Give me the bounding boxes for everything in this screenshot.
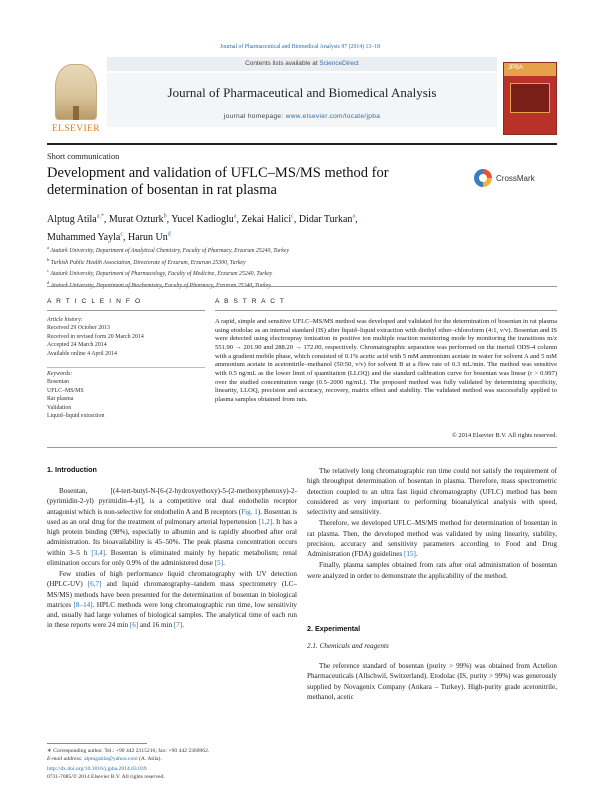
crossmark-label: CrossMark [496,174,535,183]
keyword: Rat plasma [47,396,74,403]
right-column-continued [307,661,557,703]
keyword: Validation [47,404,72,411]
paragraph: Bosentan, [(4-tert-butyl-N-[6-(2-hydroxyethoxy)-5-(2-methoxyphenoxy)-2-(pyrimidin-2-yl) pyrimidin-4-yl], is a competitive oral dual endothelin receptor antagonist which is non-selective for endothelin A and B receptors (Fig. 1). Bosentan is used as an oral drug for the treatment of pulmonary arterial hypertension [1,2]. It has a high protein binding (98%), especially to albumin and is rapidly absorbed after oral administration. Its bioavailability is 45–50%. The peak plasma concentration occurs within 3–5 h [3,4]. Bosentan is eliminated mainly by hepatic metabolism; renal elimination occurs for only 0.9% of the administered dose [5]. [47,487,298,567]
email-link[interactable]: alptugatila@yahoo.com [84,756,138,762]
author: Murat Ozturk$^b$, [108,214,172,226]
left-column [47,486,297,632]
journal-cover-image[interactable] [503,62,557,135]
author: Yucel Kadioglu$^a$, [171,214,242,226]
homepage-link[interactable]: www.elsevier.com/locate/jpba [285,113,381,120]
doi-link[interactable]: http://dx.doi.org/10.1016/j.jpba.2014.03.039 [47,766,147,772]
issn-line: 0731-7085/© 2014 Elsevier B.V. All rights reserved. [47,774,165,780]
keywords [47,370,207,420]
subsection-heading-chemicals: 2.1. Chemicals and reagents [307,642,389,650]
journal-masthead [47,57,557,139]
section-heading-experimental: 2. Experimental [307,624,361,633]
section-heading-introduction: 1. Introduction [47,465,97,474]
paragraph: Therefore, we developed UFLC–MS/MS method for determination of bosentan in rat plasma. Then, the developed method was validated by using linearity, stability, precision, accuracy and sensitivity parameters according to Food and Drug Administration (FDA) guidelines [15]. [307,519,557,558]
author: Alptug Atila$^{a,*}$, [47,214,109,226]
abstract-rule [215,310,557,311]
article-info-rule [47,310,205,311]
article-title: Development and validation of UFLC–MS/MS method for determination of bosentan in rat plasma [47,165,389,198]
elsevier-wordmark: ELSEVIER [51,124,101,134]
author-affiliation-link[interactable]: d [167,231,171,238]
abstract-text: A rapid, simple and sensitive UFLC–MS/MS method was developed and validated for the determination of bosentan in rat plasma using etodolac as an internal standard (IS) after liquid–liquid extraction with diethyl ether–chloroform (4:1, v/v). Bosentan and IS were detected using electrospray ionization in positive ion multiple reaction monitoring mode by monitoring the transitions m/z 551.90 → 201.90 and 288.20 → 172.00, respectively. Chromatographic separation was performed on the inertsil ODS-4 column with a gradient mobile phase, which consisted of 0.1% acetic acid with 5 mM ammonium acetate in water for solvent A and 5 mM ammonium acetate in acetonitrile–methanol (50:50, v/v) for solvent B at a flow rate of 0.3 mL/min. The method was sensitive with 0.5 ng/mL as the lower limit of quantitation (LLOQ) and the standard calibration curve for bosentan was linear (r > 0.997) over the studied concentration range (0.5–2000 ng/mL). The proposed method was fully validated by determining specificity, linearity, LLOQ, precision and accuracy, recovery, matrix effect and stability. The validated method was successfully applied to plasma samples obtained from rats. [215,318,557,403]
history-item: Available online 4 April 2014 [47,350,117,357]
paragraph: Finally, plasma samples obtained from rats after oral administration of bosentan were analyzed in order to demonstrate the applicability of the method. [307,561,557,580]
homepage-prefix: journal homepage: [223,113,286,120]
cover-picture [510,83,550,113]
author: Zekai Halici$^c$, [241,214,299,226]
reference-link[interactable]: [7] [173,621,183,630]
journal-citation[interactable]: Journal of Pharmaceutical and Biomedical Analysis 97 (2014) 13–18 [219,44,381,50]
footnote-rule [47,743,147,744]
affiliation-list [47,244,547,291]
author-affiliation-link[interactable]: c [120,231,124,238]
author-list [47,210,517,245]
author-affiliation-link[interactable]: a [233,214,237,220]
masthead-rule [47,143,557,145]
cover-label: JPBA [508,65,524,71]
history-item: Received 29 October 2013 [47,325,110,332]
affiliation: $^c$ Ataturk University, Department of Pharmacology, Faculty of Medicine, Erzurum 25240, Turkey [47,268,273,278]
article-info-heading: A R T I C L E I N F O [47,298,142,305]
contents-bar [107,57,497,71]
footnote [47,747,297,763]
tree-trunk [73,106,79,120]
author-affiliation-link[interactable]: b [163,214,167,220]
keywords-rule [47,367,205,368]
keywords-label: Keywords: [47,371,73,377]
keyword: UFLC–MS/MS [47,387,84,394]
footnote-email: E-mail address: alptugatila@yahoo.com (A. Atila). [47,756,162,762]
history-label: Article history: [47,317,83,323]
paragraph: The reference standard of bosentan (purity > 99%) was obtained from Actelion Pharmaceuticals (Allschwil, Switzerland). Etodolac (IS, purity > 99%) was generously supplied by Novagenix Company (Ankara – Turkey). High-purity grade acetonitrile, methanol, acetic [307,662,557,701]
reference-link[interactable]: [6] [129,621,139,630]
footnote-corresponding: ∗ Corresponding author. Tel.: +90 442 2315216; fax: +90 442 2360962. [47,748,210,754]
figure-link[interactable]: Fig. 1 [241,507,258,516]
keyword: Bosentan [47,379,69,386]
history-item: Received in revised form 20 March 2014 [47,333,144,340]
abstract-bottom-rule [47,447,557,448]
journal-homepage [107,113,497,120]
contents-prefix: Contents lists available at [245,60,320,67]
history-item: Accepted 24 March 2014 [47,342,107,349]
affiliation: $^b$ Turkish Public Health Association, Directorate of Erzurum, Erzurum 25300, Turkey [47,256,246,266]
keyword: Liquid–liquid extraction [47,413,105,420]
reference-link[interactable]: [8–14] [73,600,93,609]
elsevier-logo[interactable] [47,62,105,137]
reference-link[interactable]: [15] [403,550,416,558]
sciencedirect-link[interactable]: ScienceDirect [319,60,359,67]
right-column [307,466,557,582]
reference-link[interactable]: [1,2] [258,517,273,526]
journal-title-box [107,73,497,127]
journal-title: Journal of Pharmaceutical and Biomedical Analysis [167,85,437,100]
affiliation: d [47,280,50,286]
reference-link[interactable]: [3,4] [91,548,106,557]
author: Didar Turkan$^a$, [298,214,358,226]
paragraph: Few studies of high performance liquid chromatography with UV detection (HPLC-UV) [6,7] and liquid chromatography–tandem mass spectrometry (LC–MS/MS) methods have been presented for the determination of bosentan in biological matrices [8–14]. HPLC methods were long chromatographic run time, low sensitivity and, usually had large volumes of biological samples. The analytical time of each run in these reports were 24 min [6] and 16 min [7]. [47,570,297,630]
header-rule [47,286,557,287]
reference-link[interactable]: [5] [214,558,224,567]
author-affiliation-link[interactable]: c [291,214,294,220]
abstract-heading: A B S T R A C T [215,298,286,305]
paragraph: The relatively long chromatographic run time could not satisfy the requirement of high throughput determination of bosentan in plasma. Therefore, mass spectrometric detection coupled to an ultra fast liquid chromatography (UFLC) method has been considered as very important to performing bioanalytical analysis with speed, selectivity and sensitivity. [307,467,557,516]
article-history [47,316,207,358]
crossmark-icon [474,169,492,187]
affiliation: $^a$ Ataturk University, Department of Analytical Chemistry, Faculty of Pharmacy, Erzurum 25240, Turkey [47,245,290,254]
abstract-copyright: © 2014 Elsevier B.V. All rights reserved. [451,432,557,439]
author-affiliation-link[interactable]: a,* [96,214,104,220]
author: Muhammed Yayla$^c$, [47,231,129,243]
crossmark-badge[interactable] [474,166,558,192]
author: Harun Un$^d$ [128,231,171,243]
reference-link[interactable]: [6,7] [87,580,102,589]
author-affiliation-link[interactable]: a [352,214,356,220]
article-type: Short communication [47,152,120,161]
